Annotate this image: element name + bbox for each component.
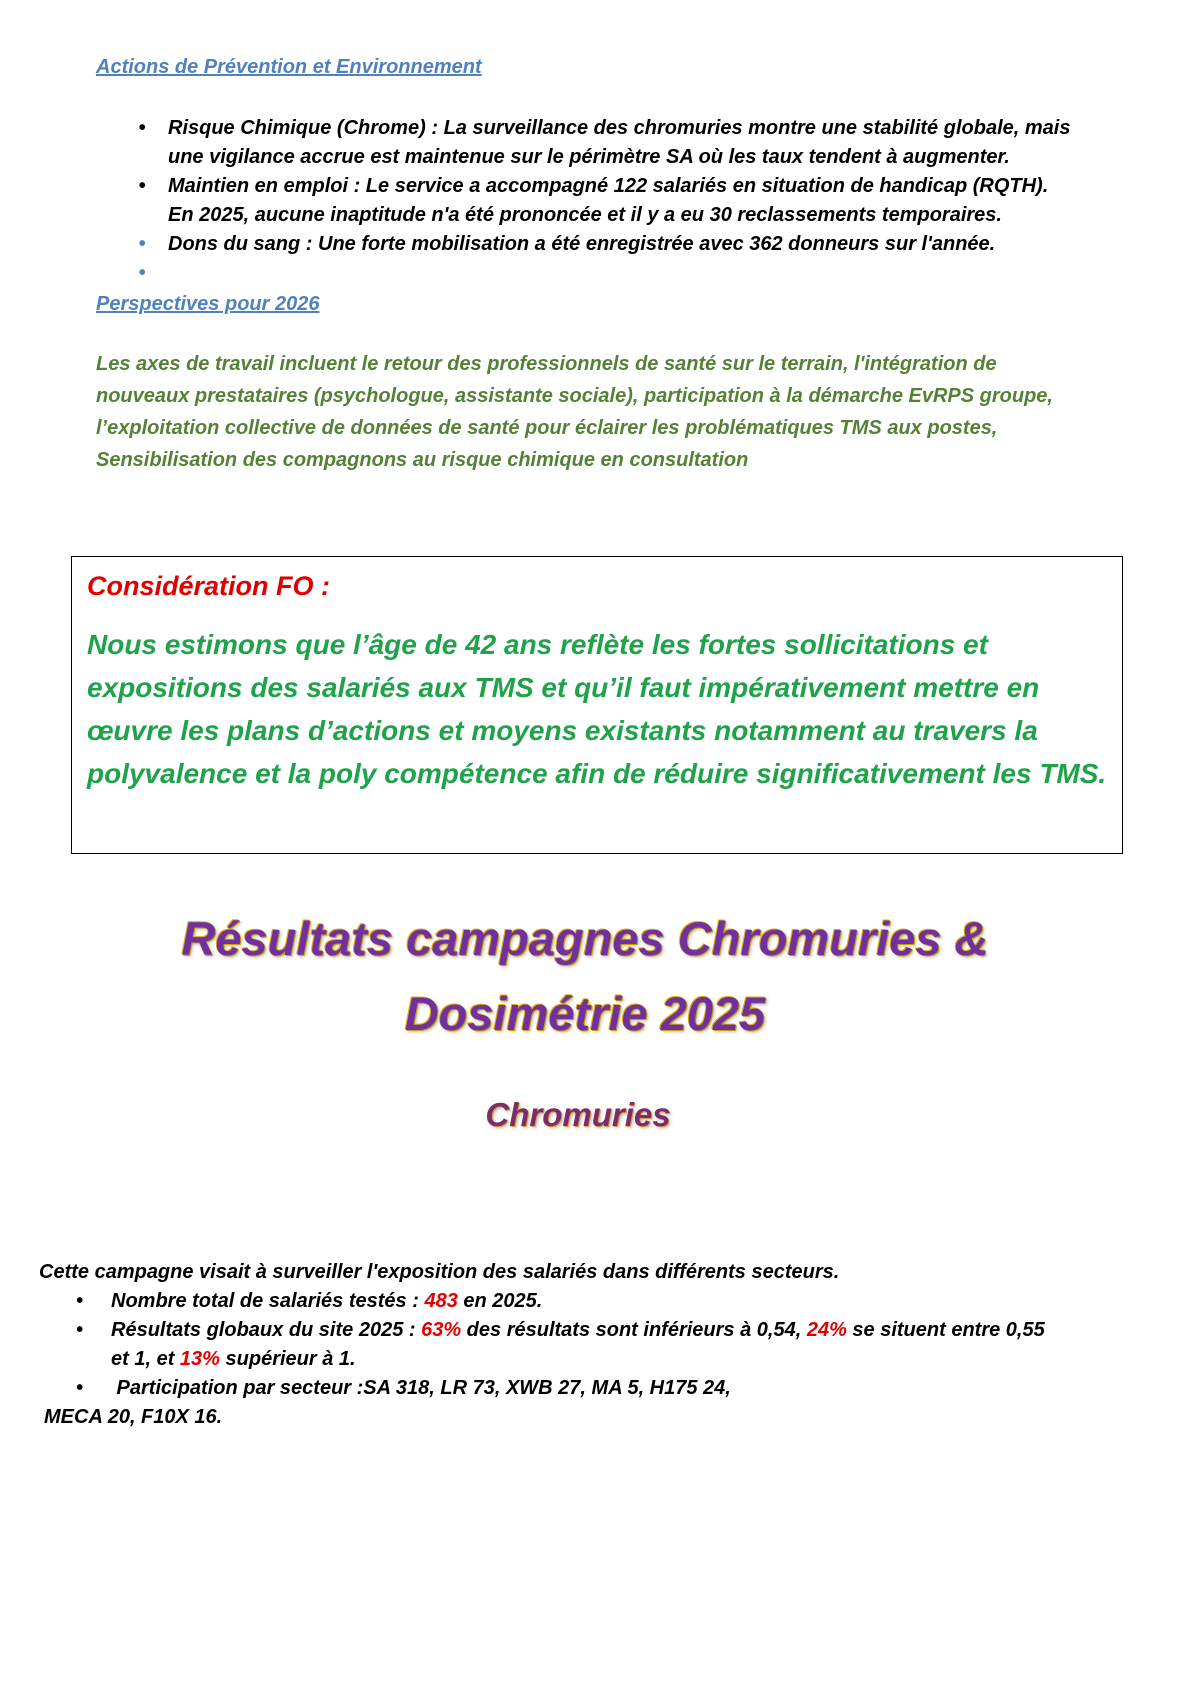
fo-consideration-box	[71, 556, 1123, 854]
fo-text-line: œuvre les plans d’actions et moyens existants notamment au travers la	[87, 715, 1038, 746]
paragraph-line: nouveaux prestataires (psychologue, assistante sociale), participation à la démarche EvRPS groupe,	[96, 385, 1053, 407]
list-item-line: une vigilance accrue est maintenue sur le périmètre SA où les taux tendent à augmenter.	[168, 146, 1010, 168]
bullet-icon: •	[138, 175, 146, 197]
bullet-text: supérieur à 1.	[219, 1348, 356, 1370]
list-item	[138, 114, 1128, 172]
bullet-text: des résultats sont inférieurs à 0,54,	[461, 1319, 807, 1341]
perspectives-paragraph	[96, 348, 1146, 476]
list-item-line: En 2025, aucune inaptitude n'a été prononcée et il y a eu 30 reclassements temporaires.	[168, 204, 1002, 226]
bullet-text: se situent entre 0,55	[846, 1319, 1045, 1341]
list-item	[138, 230, 1128, 259]
tested-count-value: 483	[424, 1290, 458, 1312]
bullet-icon: •	[76, 1377, 84, 1399]
list-item	[76, 1316, 1136, 1374]
list-item	[76, 1287, 1136, 1316]
campaign-intro: Cette campagne visait à surveiller l'exposition des salariés dans différents secteurs.	[39, 1261, 840, 1283]
results-bullet-list	[76, 1287, 1136, 1403]
fo-text-line: expositions des salariés aux TMS et qu’il faut impérativement mettre en	[87, 672, 1040, 703]
list-item-line: Maintien en emploi : Le service a accompagné 122 salariés en situation de handicap (RQTH).	[168, 175, 1049, 197]
bullet-icon: •	[138, 262, 146, 284]
results-title	[0, 901, 1170, 1051]
fo-box-title: Considération FO :	[87, 571, 330, 601]
fo-box-text	[87, 623, 1117, 795]
list-item-line: Dons du sang : Une forte mobilisation a été enregistrée avec 362 donneurs sur l'année.	[168, 233, 996, 255]
bullet-text: Résultats globaux du site 2025 :	[111, 1319, 422, 1341]
paragraph-line: Les axes de travail incluent le retour des professionnels de santé sur le terrain, l'intégration de	[96, 353, 997, 375]
bullet-icon: •	[76, 1290, 84, 1312]
prevention-bullet-list	[138, 114, 1128, 288]
percent-value: 63%	[421, 1319, 462, 1341]
percent-value: 24%	[806, 1319, 847, 1341]
results-subtitle: Chromuries	[485, 1096, 671, 1133]
bullet-text: Nombre total de salariés testés :	[111, 1290, 425, 1312]
paragraph-line: Sensibilisation des compagnons au risque chimique en consultation	[96, 449, 749, 471]
list-item	[138, 172, 1128, 230]
fo-text-line: Nous estimons que l’âge de 42 ans reflète les fortes sollicitations et	[87, 629, 988, 660]
participation-continued: MECA 20, F10X 16.	[44, 1406, 223, 1428]
paragraph-line: l’exploitation collective de données de santé pour éclairer les problématiques TMS aux postes,	[96, 417, 998, 439]
section-heading-perspectives: Perspectives pour 2026	[96, 293, 320, 315]
bullet-text: en 2025.	[457, 1290, 543, 1312]
list-item-line: Risque Chimique (Chrome) : La surveillance des chromuries montre une stabilité globale, mais	[168, 117, 1071, 139]
list-item	[76, 1374, 1136, 1403]
results-title-line: Dosimétrie 2025	[404, 987, 766, 1040]
results-title-line: Résultats campagnes Chromuries &	[181, 912, 989, 965]
bullet-text: Participation par secteur :SA 318, LR 73, XWB 27, MA 5, H175 24,	[111, 1377, 731, 1399]
fo-text-line: polyvalence et la poly compétence afin de réduire significativement les TMS.	[87, 758, 1107, 789]
percent-value: 13%	[179, 1348, 220, 1370]
bullet-icon: •	[138, 233, 146, 255]
empty-list-item	[138, 259, 1128, 288]
bullet-text: et 1, et	[111, 1348, 180, 1370]
bullet-icon: •	[76, 1319, 84, 1341]
section-heading-prevention: Actions de Prévention et Environnement	[96, 56, 482, 78]
bullet-icon: •	[138, 117, 146, 139]
